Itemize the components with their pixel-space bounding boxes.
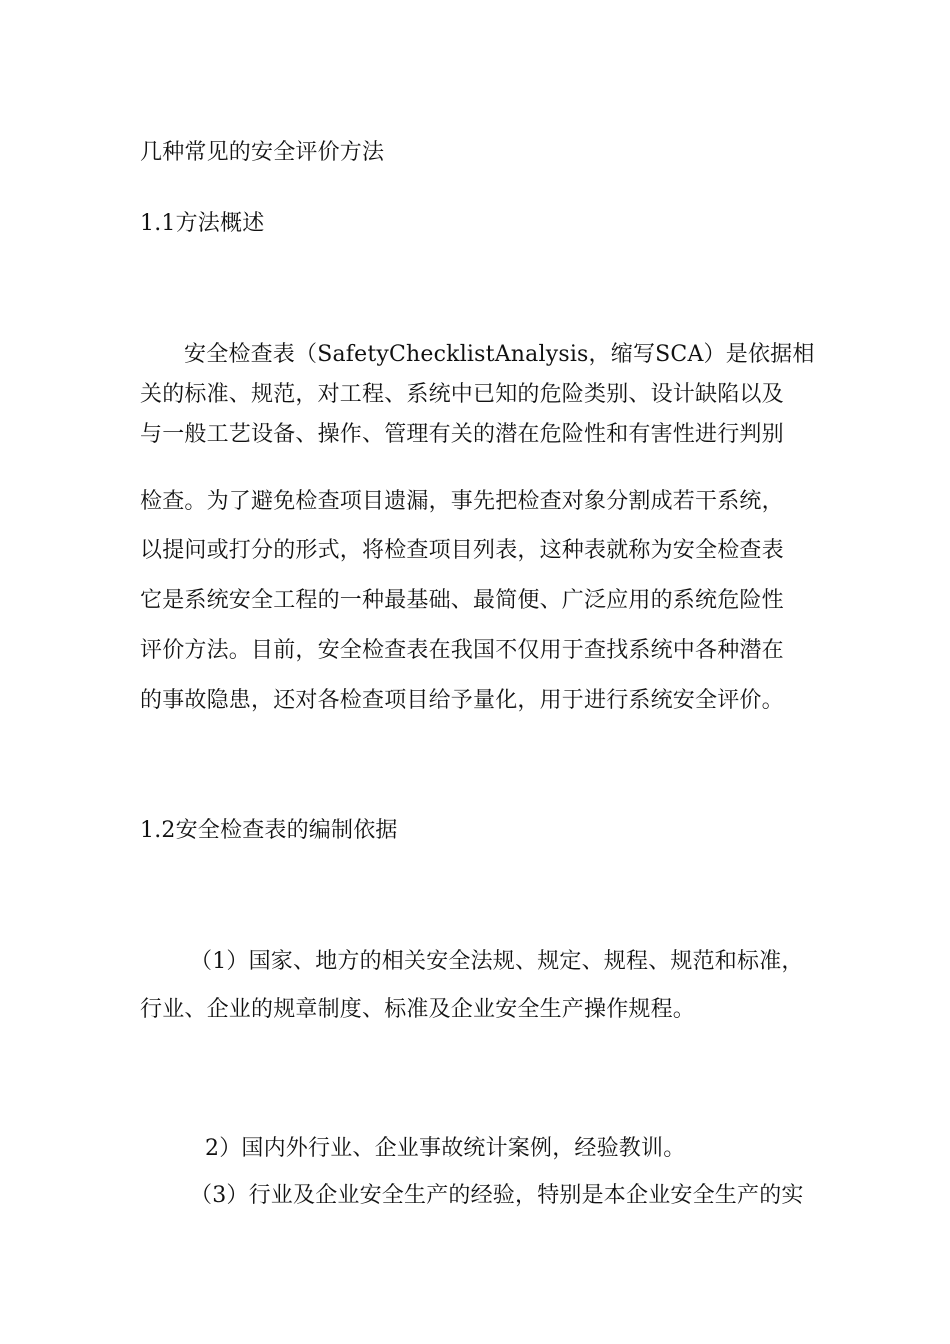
paragraph-line: 安全检查表（SafetyChecklistAnalysis，缩写SCA）是依据相 — [184, 342, 815, 367]
list-item-continuation: 行业、企业的规章制度、标准及企业安全生产操作规程。 — [140, 997, 696, 1022]
paragraph-line: 它是系统安全工程的一种最基础、最简便、广泛应用的系统危险性 — [140, 588, 784, 613]
list-item: （3）行业及企业安全生产的经验，特别是本企业安全生产的实 — [190, 1183, 804, 1208]
section-heading-1-2: 1.2安全检查表的编制依据 — [140, 818, 398, 843]
paragraph-line: 检查。为了避免检查项目遗漏，事先把检查对象分割成若干系统， — [140, 489, 784, 514]
section-heading-1-1: 1.1方法概述 — [140, 211, 265, 236]
paragraph-line: 关的标准、规范，对工程、系统中已知的危险类别、设计缺陷以及 — [140, 382, 784, 407]
paragraph-line: 评价方法。目前，安全检查表在我国不仅用于查找系统中各种潜在 — [140, 638, 784, 663]
paragraph-line: 与一般工艺设备、操作、管理有关的潜在危险性和有害性进行判别 — [140, 422, 784, 447]
list-item: 2）国内外行业、企业事故统计案例，经验教训。 — [205, 1136, 686, 1161]
paragraph-line: 的事故隐患，还对各检查项目给予量化，用于进行系统安全评价。 — [140, 688, 784, 713]
list-item: （1）国家、地方的相关安全法规、规定、规程、规范和标准， — [190, 949, 804, 974]
document-title: 几种常见的安全评价方法 — [140, 140, 385, 165]
paragraph-line: 以提问或打分的形式，将检查项目列表，这种表就称为安全检查表 — [140, 538, 784, 563]
